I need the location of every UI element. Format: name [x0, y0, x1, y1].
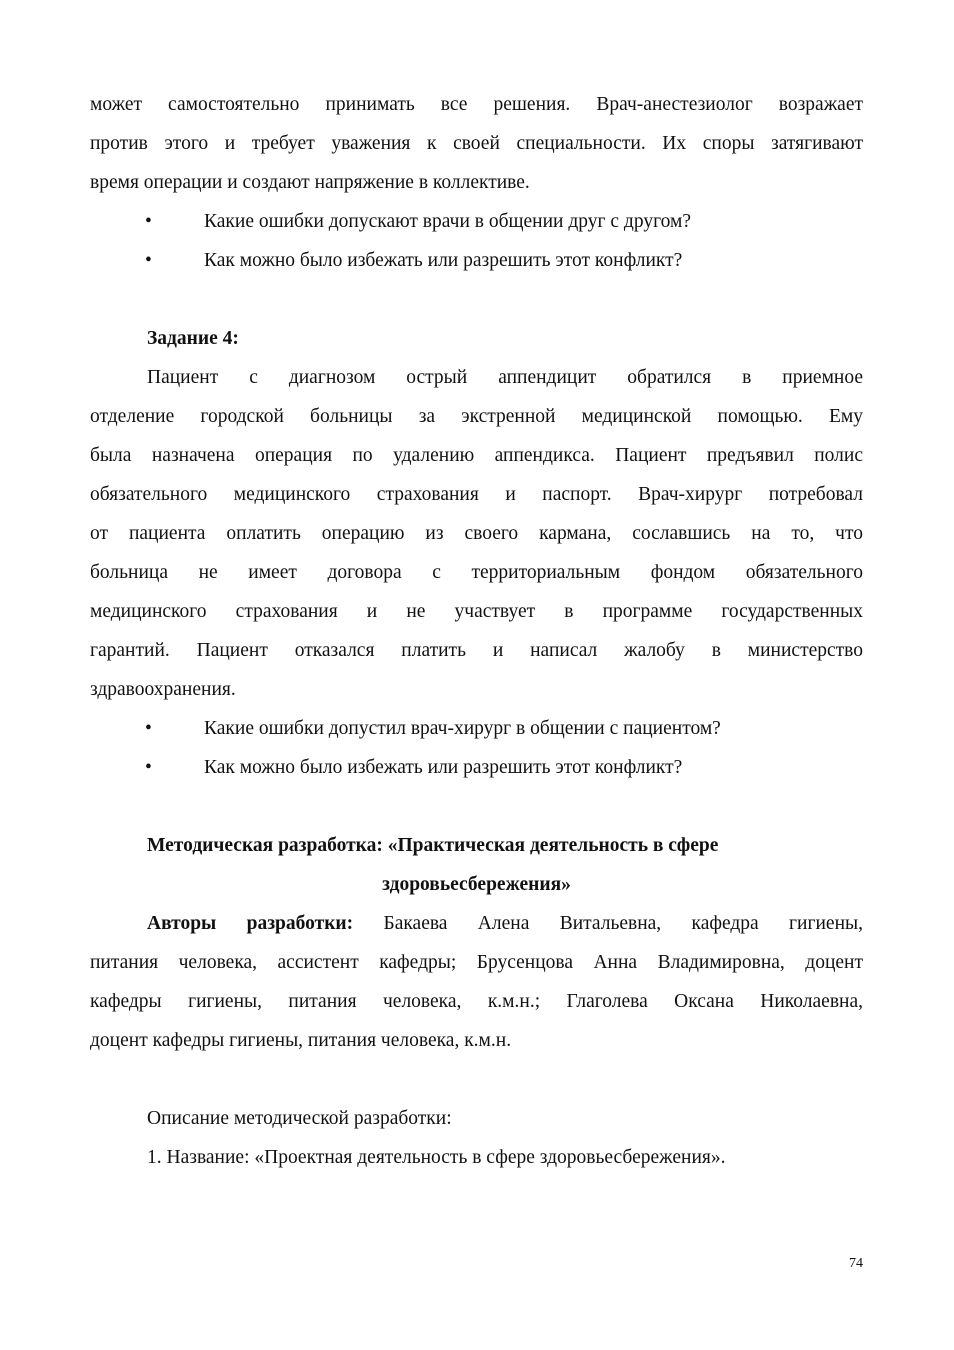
authors-line-2: питания человека, ассистент кафедры; Брусенцова Анна Владимировна, доцент	[90, 952, 863, 973]
description-heading: Описание методической разработки:	[147, 1108, 452, 1129]
intro-line-1: может самостоятельно принимать все решения. Врач-анестезиолог возражает	[90, 94, 863, 115]
intro-line-3: время операции и создают напряжение в коллективе.	[90, 172, 530, 193]
intro-line-2: против этого и требует уважения к своей специальности. Их споры затягивают	[90, 133, 863, 154]
bullet-icon: •	[145, 757, 152, 778]
task4-line-5: от пациента оплатить операцию из своего кармана, сославшись на то, что	[90, 523, 863, 544]
question-text: Как можно было избежать или разрешить этот конфликт?	[204, 757, 683, 778]
question-text: Как можно было избежать или разрешить этот конфликт?	[204, 250, 683, 271]
document-page	[90, 85, 863, 1177]
bullet-icon: •	[145, 718, 152, 739]
authors-text: Бакаева Алена Витальевна, кафедра гигиены,	[353, 913, 863, 934]
bullet-icon: •	[145, 250, 152, 271]
page-number: 74	[849, 1256, 863, 1271]
task4-line-8: гарантий. Пациент отказался платить и написал жалобу в министерство	[90, 640, 863, 661]
task4-question-1	[90, 709, 863, 748]
spacer	[90, 1060, 863, 1099]
question-text: Какие ошибки допустил врач-хирург в общении с пациентом?	[204, 718, 721, 739]
task4-line-4: обязательного медицинского страхования и паспорт. Врач-хирург потребовал	[90, 484, 863, 505]
spacer	[90, 787, 863, 826]
task4-line-3: была назначена операция по удалению аппендикса. Пациент предъявил полис	[90, 445, 863, 466]
intro-question-1	[90, 202, 863, 241]
method-title-line-2: здоровьесбережения»	[382, 874, 571, 895]
authors-label: Авторы разработки:	[147, 913, 354, 934]
task4-line-6: больница не имеет договора с территориальным фондом обязательного	[90, 562, 863, 583]
description-item-1: 1. Название: «Проектная деятельность в сфере здоровьесбережения».	[147, 1147, 726, 1168]
task4-question-2	[90, 748, 863, 787]
authors-line-1	[90, 904, 863, 943]
authors-line-4: доцент кафедры гигиены, питания человека, к.м.н.	[90, 1030, 512, 1051]
bullet-icon: •	[145, 211, 152, 232]
task4-line-1: Пациент с диагнозом острый аппендицит обратился в приемное	[147, 367, 863, 388]
authors-line-3: кафедры гигиены, питания человека, к.м.н.; Глаголева Оксана Николаевна,	[90, 991, 863, 1012]
question-text: Какие ошибки допускают врачи в общении друг с другом?	[204, 211, 691, 232]
task4-heading: Задание 4:	[147, 328, 239, 349]
spacer	[90, 280, 863, 319]
task4-line-2: отделение городской больницы за экстренной медицинской помощью. Ему	[90, 406, 863, 427]
intro-question-2	[90, 241, 863, 280]
method-title-line-1: Методическая разработка: «Практическая деятельность в сфере	[147, 835, 719, 856]
task4-line-9: здравоохранения.	[90, 679, 236, 700]
task4-line-7: медицинского страхования и не участвует в программе государственных	[90, 601, 863, 622]
